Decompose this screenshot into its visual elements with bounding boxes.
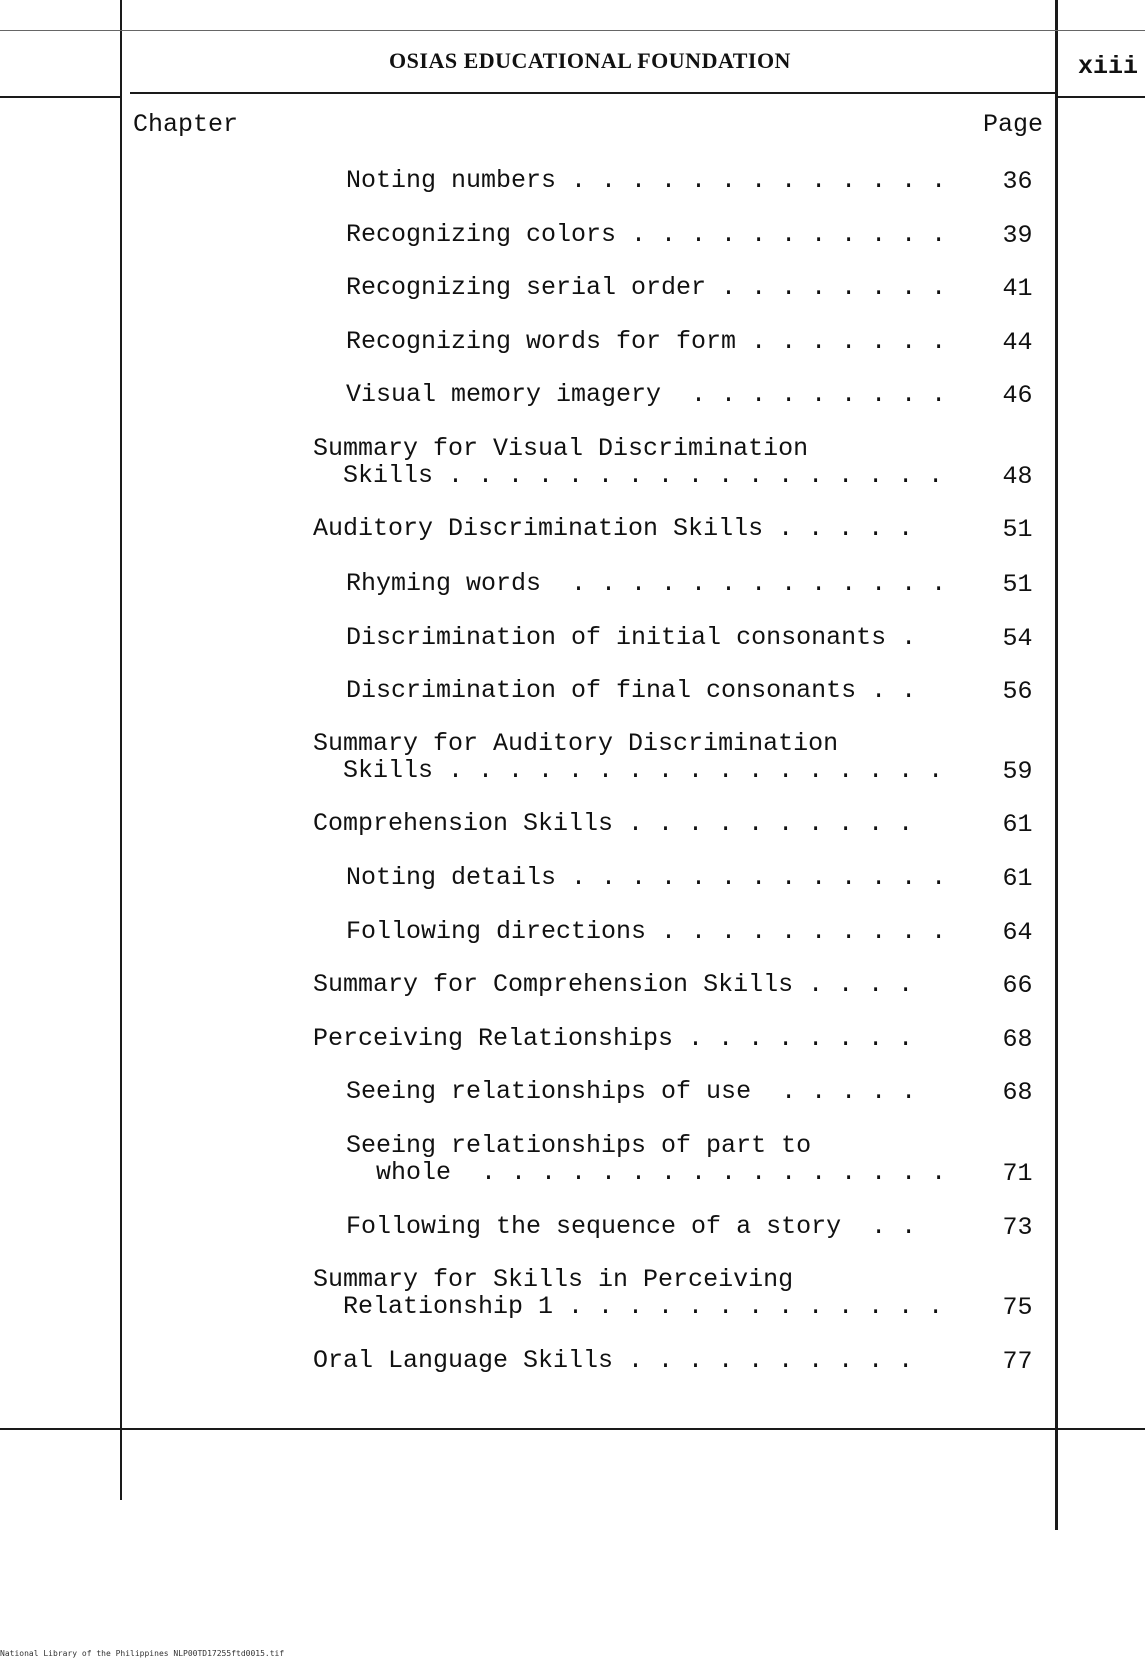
toc-entry-continuation: Skills . . . . . . . . . . . . . . . . . [313,461,944,490]
toc-entry-page: 46 [1002,381,1033,410]
chapter-column-heading: Chapter [133,110,239,139]
toc-entry-text: Summary for Auditory Discrimination [313,729,839,758]
toc-entry [346,328,946,355]
toc-entry [346,1213,916,1240]
toc-entry-text: Oral Language Skills . . . . . . . . . . [313,1346,914,1375]
toc-entry-continuation: whole . . . . . . . . . . . . . . . . [346,1158,947,1187]
right-border [1055,0,1058,1530]
toc-entry-text: Noting details . . . . . . . . . . . . . [346,863,947,892]
toc-entry-text: Summary for Skills in Perceiving [313,1265,794,1294]
toc-entry-text: Discrimination of final consonants . . [346,676,917,705]
toc-entry-page: 51 [1002,570,1033,599]
page-column-heading: Page [983,110,1044,139]
page-header-title: OSIAS EDUCATIONAL FOUNDATION [389,48,791,73]
header-rule-right [1058,96,1145,98]
toc-entry-page: 73 [1002,1213,1033,1242]
toc-entry-page: 59 [1002,757,1033,786]
toc-entry [346,864,946,891]
toc-entry-text: Recognizing colors . . . . . . . . . . . [346,220,947,249]
toc-entry [346,570,946,597]
toc-entry-text: Discrimination of initial consonants . [346,623,917,652]
toc-entry-continuation: Skills . . . . . . . . . . . . . . . . . [313,756,944,785]
toc-entry [346,167,946,194]
toc-entry-page: 75 [1002,1293,1033,1322]
toc-entry [346,918,946,945]
toc-entry [313,515,913,542]
toc-entry-text: Noting numbers . . . . . . . . . . . . . [346,166,947,195]
bottom-rule [0,1428,1145,1430]
toc-entry-text: Seeing relationships of use . . . . . [346,1077,917,1106]
toc-entry-text: Auditory Discrimination Skills . . . . . [313,514,914,543]
toc-entry-page: 68 [1002,1025,1033,1054]
toc-entry [346,1132,946,1186]
toc-entry-text: Recognizing words for form . . . . . . . [346,327,947,356]
toc-entry [346,677,916,704]
toc-entry [313,435,943,489]
toc-entry-text: Rhyming words . . . . . . . . . . . . . [346,569,947,598]
left-border [120,0,122,1500]
toc-entry-text: Visual memory imagery . . . . . . . . . [346,380,947,409]
page-number-roman: xiii [1078,52,1139,81]
toc-entry-text: Summary for Comprehension Skills . . . . [313,970,914,999]
toc-entry-page: 61 [1002,864,1033,893]
toc-entry-page: 51 [1002,515,1033,544]
toc-entry [346,221,946,248]
toc-entry-page: 56 [1002,677,1033,706]
toc-entry-text: Summary for Visual Discrimination [313,434,809,463]
header-rule-left [0,96,122,98]
toc-entry [313,1266,943,1320]
toc-entry-page: 36 [1002,167,1033,196]
toc-entry [313,1025,913,1052]
toc-entry-page: 77 [1002,1347,1033,1376]
toc-entry [313,971,913,998]
toc-entry-text: Comprehension Skills . . . . . . . . . . [313,809,914,838]
toc-entry-text: Perceiving Relationships . . . . . . . . [313,1024,914,1053]
toc-entry [346,381,946,408]
toc-entry-page: 44 [1002,328,1033,357]
toc-entry-text: Following the sequence of a story . . [346,1212,917,1241]
toc-entry [346,624,916,651]
toc-entry [313,810,913,837]
toc-entry-page: 54 [1002,624,1033,653]
toc-entry-page: 66 [1002,971,1033,1000]
toc-entry-text: Following directions . . . . . . . . . . [346,917,947,946]
toc-entry-page: 61 [1002,810,1033,839]
toc-entry [313,730,943,784]
top-rule [0,30,1145,31]
toc-entry-text: Seeing relationships of part to [346,1131,812,1160]
toc-entry-page: 41 [1002,274,1033,303]
toc-entry-text: Recognizing serial order . . . . . . . . [346,273,947,302]
toc-entry [346,274,946,301]
toc-entry-page: 71 [1002,1159,1033,1188]
toc-entry-page: 48 [1002,462,1033,491]
toc-entry-page: 68 [1002,1078,1033,1107]
toc-entry-page: 64 [1002,918,1033,947]
scan-footer: National Library of the Philippines NLP00TD17255ftd0015.tif [0,1649,285,1658]
header-rule [130,92,1055,94]
toc-entry [313,1347,913,1374]
toc-entry-continuation: Relationship 1 . . . . . . . . . . . . . [313,1292,944,1321]
toc-entry [346,1078,916,1105]
toc-entry-page: 39 [1002,221,1033,250]
